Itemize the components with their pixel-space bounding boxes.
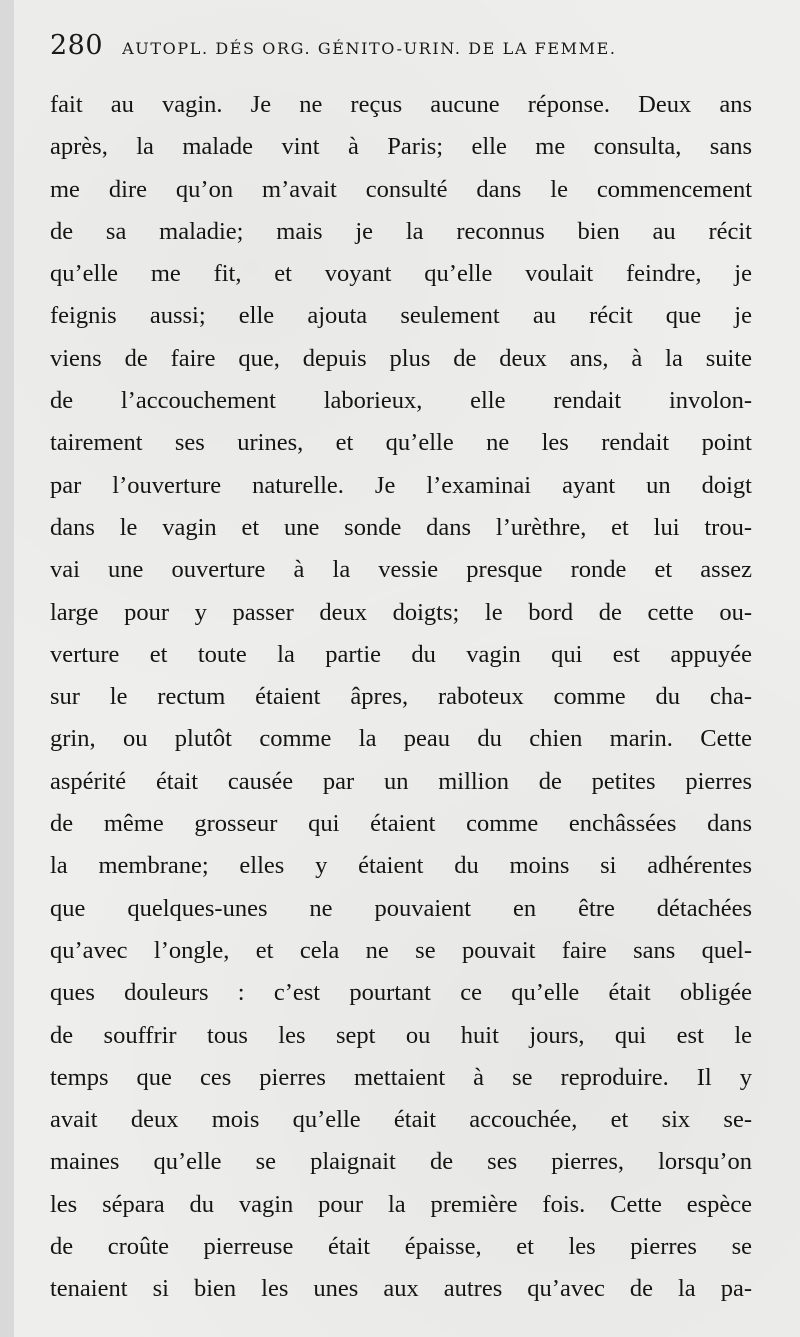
text-line: me dire qu’on m’avait consulté dans le commencement [50, 175, 752, 203]
book-page [14, 0, 800, 1337]
running-head-title: AUTOPL. DÉS ORG. GÉNITO-URIN. DE LA FEMME. [122, 39, 617, 58]
text-line: qu’elle me fit, et voyant qu’elle voulait feindre, je [50, 260, 752, 288]
text-line: vai une ouverture à la vessie presque ronde et assez [50, 556, 752, 584]
text-line: de sa maladie; mais je la reconnus bien au récit [50, 217, 752, 245]
text-line: grin, ou plutôt comme la peau du chien marin. Cette [50, 725, 752, 753]
text-line: de même grosseur qui étaient comme enchâssées dans [50, 810, 752, 838]
text-line: de souffrir tous les sept ou huit jours, qui est le [50, 1021, 752, 1049]
text-line: fait au vagin. Je ne reçus aucune réponse. Deux ans [50, 91, 752, 118]
text-line: tairement ses urines, et qu’elle ne les rendait point [50, 429, 752, 457]
text-line: dans le vagin et une sonde dans l’urèthre, et lui trou- [50, 513, 752, 541]
text-line: après, la malade vint à Paris; elle me consulta, sans [50, 133, 752, 161]
text-line: que quelques-unes ne pouvaient en être détachées [50, 894, 752, 922]
text-line: large pour y passer deux doigts; le bord de cette ou- [50, 598, 752, 626]
text-line: de l’accouchement laborieux, elle rendait involon- [50, 387, 752, 415]
text-line: tenaient si bien les unes aux autres qu’avec de la pa- [50, 1275, 752, 1303]
page-number: 280 [50, 30, 104, 61]
text-line: viens de faire que, depuis plus de deux ans, à la suite [50, 344, 752, 372]
text-line: la membrane; elles y étaient du moins si adhérentes [50, 852, 752, 880]
body-text [50, 84, 752, 1311]
text-line: feignis aussi; elle ajouta seulement au récit que je [50, 302, 752, 330]
text-line: qu’avec l’ongle, et cela ne se pouvait faire sans quel- [50, 936, 752, 964]
text-line: ques douleurs : c’est pourtant ce qu’elle était obligée [50, 979, 752, 1007]
text-line: sur le rectum étaient âpres, raboteux comme du cha- [50, 683, 752, 711]
text-line: aspérité était causée par un million de petites pierres [50, 767, 752, 795]
text-line: par l’ouverture naturelle. Je l’examinai ayant un doigt [50, 471, 752, 499]
running-head [50, 30, 770, 66]
text-line: temps que ces pierres mettaient à se reproduire. Il y [50, 1063, 752, 1091]
text-line: les sépara du vagin pour la première fois. Cette espèce [50, 1190, 752, 1218]
text-line: maines qu’elle se plaignait de ses pierres, lorsqu’on [50, 1148, 752, 1176]
text-line: avait deux mois qu’elle était accouchée, et six se- [50, 1106, 752, 1134]
text-line: de croûte pierreuse était épaisse, et les pierres se [50, 1233, 752, 1261]
text-line: verture et toute la partie du vagin qui est appuyée [50, 640, 752, 668]
